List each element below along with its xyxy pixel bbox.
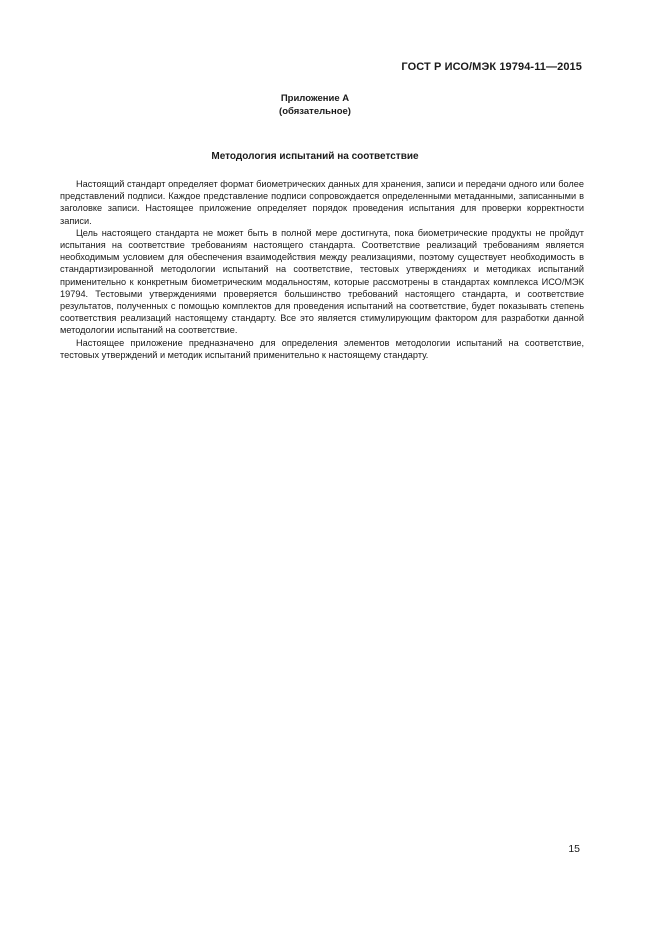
page-number: 15 [568,843,580,855]
paragraph-3: Настоящее приложение предназначено для определения элементов методологии испытаний на соответствие, тестовых утверждений и методик испытаний применительно к настоящему стандарту. [60,337,584,360]
annex-heading [0,92,630,118]
annex-status: (обязательное) [279,106,351,117]
section-title: Методология испытаний на соответствие [211,151,419,162]
paragraph-2: Цель настоящего стандарта не может быть в полной мере достигнута, пока биометрические продукты не пройдут испытания на соответствие требованиям настоящего стандарта. Соответствие реализаций требованиям является необходимым условием для обеспечения взаимодействия между реализациями, поэтому существует необходимость в стандартизированной методологии испытаний на соответствие, тестовых утверждениях и методиках испытаний применительно к конкретным биометрическим модальностям, которые рассмотрены в стандартах комплекса ИСО/МЭК 19794. Тестовыми утверждениями проверяется большинство требований настоящего стандарта, и соответствие результатов, полученных с помощью комплектов для проведения испытаний на соответствие, будет показывать степень соответствия реализаций настоящему стандарту. Все это является стимулирующим фактором для разработки данной методологии испытаний на соответствие. [60,227,584,336]
standard-code-header: ГОСТ Р ИСО/МЭК 19794-11—2015 [401,61,582,73]
body-text [60,178,584,361]
annex-title: Приложение А [280,93,350,104]
paragraph-1: Настоящий стандарт определяет формат биометрических данных для хранения, записи и передачи одного или более представлений подписи. Каждое представление подписи сопровождается определенными метаданными, записанными в заголовке записи. Настоящее приложение определяет порядок проведения испытания для проверки корректности записи. [60,179,584,226]
